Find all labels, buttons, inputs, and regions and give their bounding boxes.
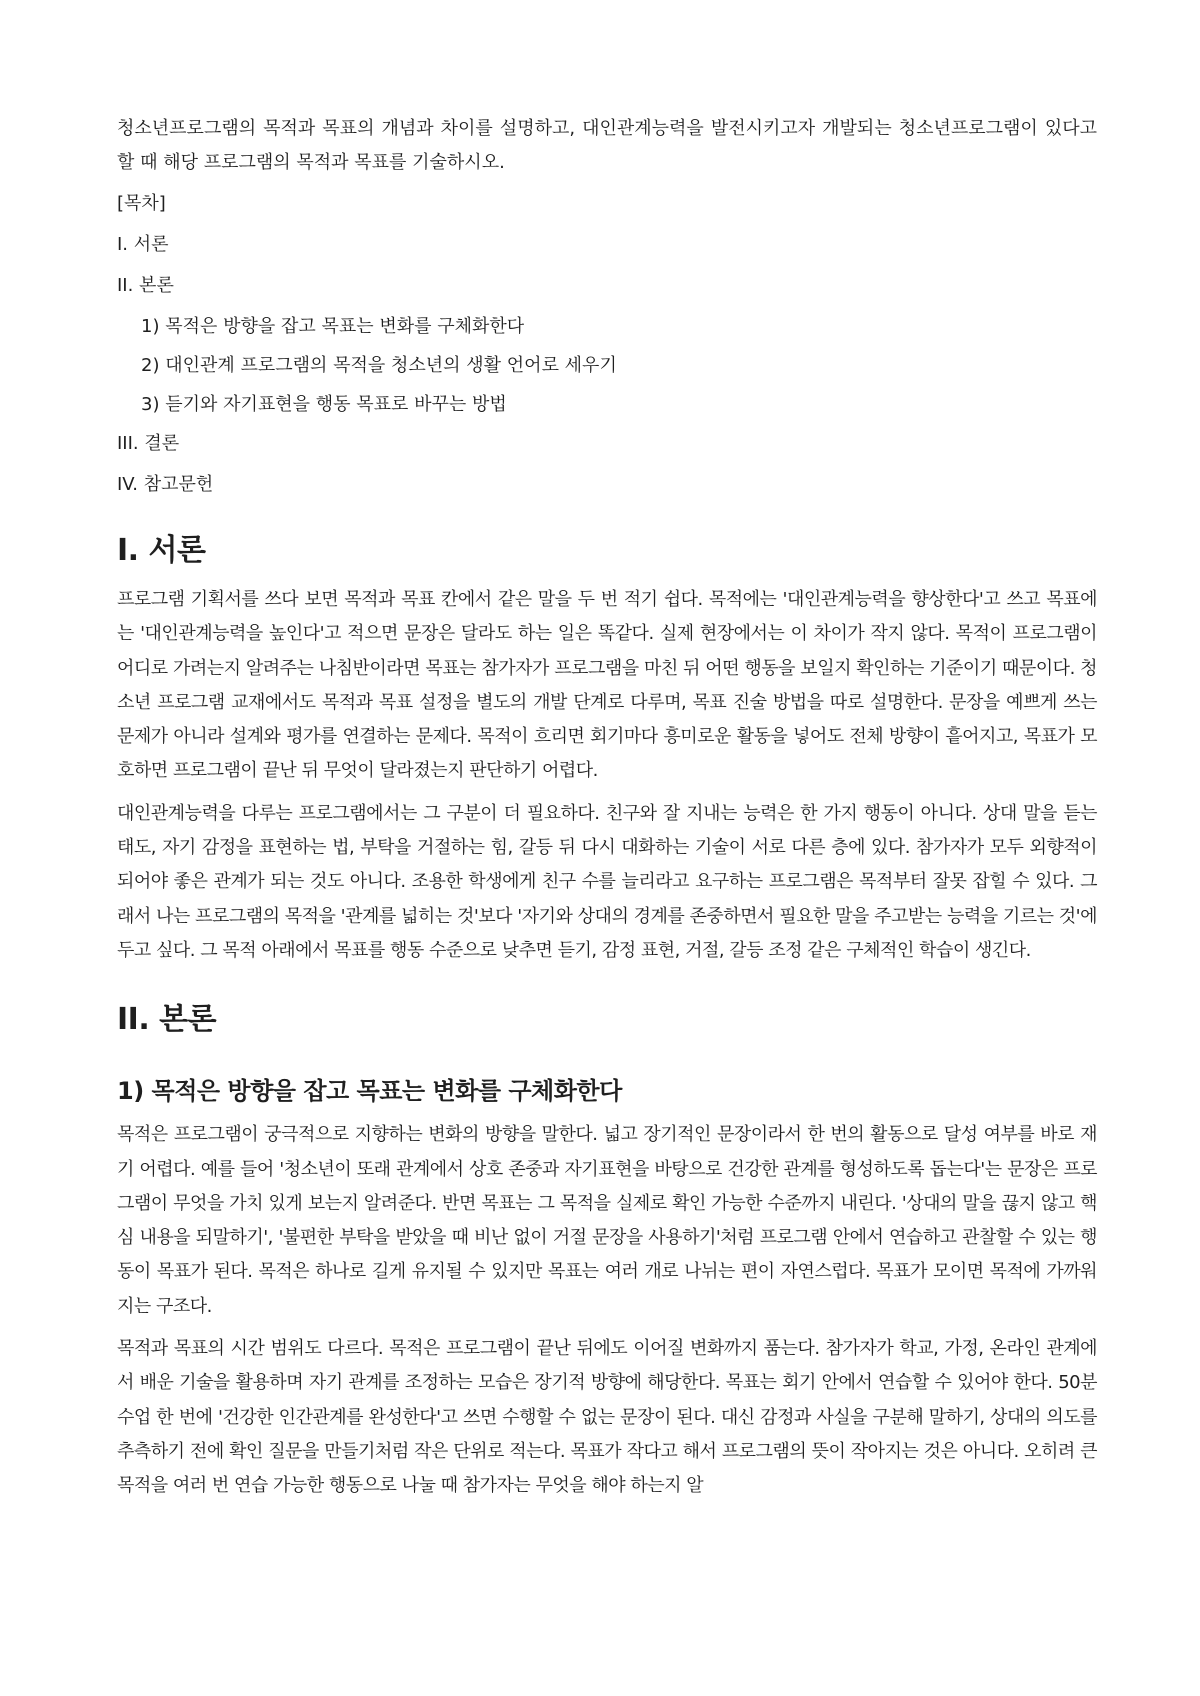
toc-item-conclusion: III. 결론 — [117, 433, 180, 454]
table-of-contents — [117, 190, 1097, 499]
body-paragraph: 목적은 프로그램이 궁극적으로 지향하는 변화의 방향을 말한다. 넓고 장기적인 문장이라서 한 번의 활동으로 달성 여부를 바로 재기 어렵다. 예를 들어 '청소년이 또래 관계에서 상호 존중과 자기표현을 바탕으로 건강한 관계를 형성하도록 돕는다'는 문장은 프로그램이 무엇을 가치 있게 보는지 알려준다. 반면 목표는 그 목적을 실제로 확인 가능한 수준까지 내린다. '상대의 말을 끊지 않고 핵심 내용을 되말하기', '불편한 부탁을 받았을 때 비난 없이 거절 문장을 사용하기'처럼 프로그램 안에서 연습하고 관찰할 수 있는 행동이 목표가 된다. 목적은 하나로 길게 유지될 수 있지만 목표는 여러 개로 나뉘는 편이 자연스럽다. 목표가 모이면 목적에 가까워지는 구조다. — [117, 1124, 1097, 1317]
document-page — [117, 112, 1097, 1512]
body-paragraph: 목적과 목표의 시간 범위도 다르다. 목적은 프로그램이 끝난 뒤에도 이어질 변화까지 품는다. 참가자가 학교, 가정, 온라인 관계에서 배운 기술을 활용하며 자기 관계를 조정하는 모습은 장기적 방향에 해당한다. 목표는 회기 안에서 연습할 수 있어야 한다. 50분 수업 한 번에 '건강한 인간관계를 완성한다'고 쓰면 수행할 수 없는 문장이 된다. 대신 감정과 사실을 구분해 말하기, 상대의 의도를 추측하기 전에 확인 질문을 만들기처럼 작은 단위로 적는다. 목표가 작다고 해서 프로그램의 뜻이 작아지는 것은 아니다. 오히려 큰 목적을 여러 번 연습 가능한 행동으로 나눌 때 참가자는 무엇을 해야 하는지 알 — [117, 1338, 1097, 1497]
assignment-question: 청소년프로그램의 목적과 목표의 개념과 차이를 설명하고, 대인관계능력을 발전시키고자 개발되는 청소년프로그램이 있다고 할 때 해당 프로그램의 목적과 목표를 기술하시오. — [117, 118, 1097, 173]
section-heading-intro: I. 서론 — [117, 533, 206, 568]
toc-item-intro: I. 서론 — [117, 234, 169, 255]
toc-subitem-1: 1) 목적은 방향을 잡고 목표는 변화를 구체화한다 — [141, 316, 525, 337]
subsection-heading-1: 1) 목적은 방향을 잡고 목표는 변화를 구체화한다 — [117, 1077, 622, 1106]
section-heading-body: II. 본론 — [117, 1002, 217, 1038]
intro-paragraph: 프로그램 기획서를 쓰다 보면 목적과 목표 칸에서 같은 말을 두 번 적기 쉽다. 목적에는 '대인관계능력을 향상한다'고 쓰고 목표에는 '대인관계능력을 높인다'고 적으면 문장은 달라도 하는 일은 똑같다. 실제 현장에서는 이 차이가 작지 않다. 목적이 프로그램이 어디로 가려는지 알려주는 나침반이라면 목표는 참가자가 프로그램을 마친 뒤 어떤 행동을 보일지 확인하는 기준이기 때문이다. 청소년 프로그램 교재에서도 목적과 목표 설정을 별도의 개발 단계로 다루며, 목표 진술 방법을 따로 설명한다. 문장을 예쁘게 쓰는 문제가 아니라 설계와 평가를 연결하는 문제다. 목적이 흐리면 회기마다 흥미로운 활동을 넣어도 전체 방향이 흩어지고, 목표가 모호하면 프로그램이 끝난 뒤 무엇이 달라졌는지 판단하기 어렵다. — [117, 589, 1097, 782]
toc-item-body: II. 본론 — [117, 275, 174, 296]
toc-subitem-3: 3) 듣기와 자기표현을 행동 목표로 바꾸는 방법 — [141, 394, 507, 415]
toc-heading: [목차] — [117, 193, 166, 214]
toc-item-references: IV. 참고문헌 — [117, 474, 214, 495]
toc-subitem-2: 2) 대인관계 프로그램의 목적을 청소년의 생활 언어로 세우기 — [141, 355, 617, 376]
intro-paragraph: 대인관계능력을 다루는 프로그램에서는 그 구분이 더 필요하다. 친구와 잘 지내는 능력은 한 가지 행동이 아니다. 상대 말을 듣는 태도, 자기 감정을 표현하는 법, 부탁을 거절하는 힘, 갈등 뒤 다시 대화하는 기술이 서로 다른 층에 있다. 참가자가 모두 외향적이 되어야 좋은 관계가 되는 것도 아니다. 조용한 학생에게 친구 수를 늘리라고 요구하는 프로그램은 목적부터 잘못 잡힐 수 있다. 그래서 나는 프로그램의 목적을 '관계를 넓히는 것'보다 '자기와 상대의 경계를 존중하면서 필요한 말을 주고받는 능력을 기르는 것'에 두고 싶다. 그 목적 아래에서 목표를 행동 수준으로 낮추면 듣기, 감정 표현, 거절, 갈등 조정 같은 구체적인 학습이 생긴다. — [117, 802, 1097, 961]
